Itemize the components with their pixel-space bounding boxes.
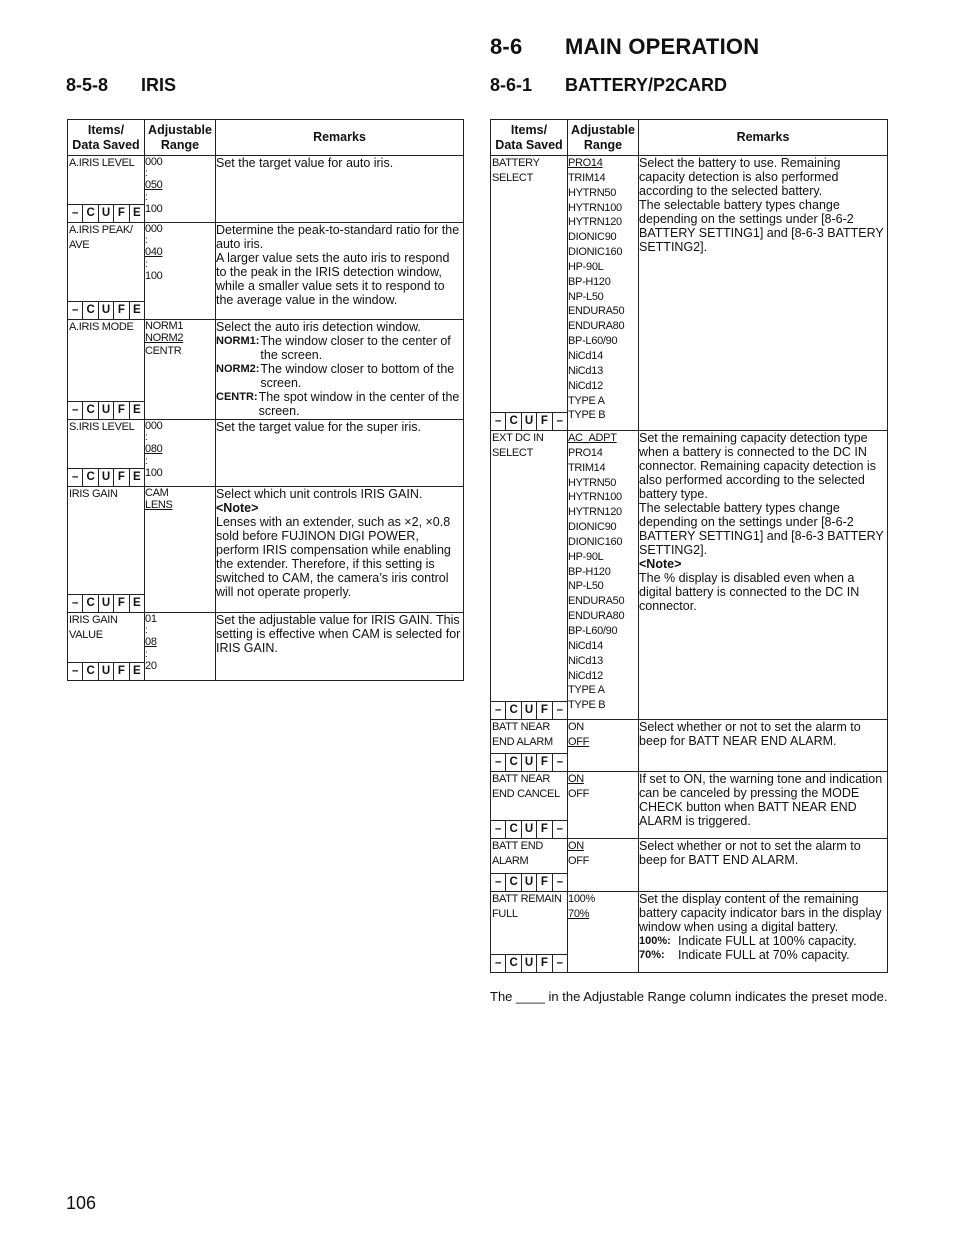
remarks-cell — [216, 320, 464, 420]
item-cell — [491, 431, 568, 720]
range-value: PRO14 — [568, 446, 603, 459]
range-cell — [145, 320, 216, 420]
range-value-preset: 040 — [145, 246, 163, 259]
range-value: 000 — [145, 420, 163, 432]
definition-key: CENTR: — [216, 391, 258, 403]
data-saved-flags — [491, 820, 567, 838]
range-cell — [568, 839, 639, 892]
flag-u: U — [99, 205, 114, 222]
table-row — [68, 223, 464, 320]
item-cell — [68, 156, 145, 223]
remarks-text: Lenses with an extender, such as ×2, ×0.8 sold before FUJINON DIGI POWER, perform IRIS compensation while enabling the extender. Therefore, if this setting is switched to CAM, the camera’s iris control will not operate properly. — [216, 515, 451, 599]
range-value: HYTRN50 — [568, 476, 617, 489]
range-ellipsis: : — [145, 168, 148, 180]
item-name: END CANCEL — [492, 788, 560, 800]
header-line: Adjustable — [148, 122, 212, 137]
definition-key: NORM2: — [216, 363, 260, 375]
flag-u: U — [99, 469, 114, 486]
range-ellipsis: : — [145, 235, 148, 247]
flag-u: U — [522, 955, 537, 972]
header-line: Range — [583, 137, 623, 152]
item-cell — [68, 320, 145, 420]
range-cell — [568, 431, 639, 720]
item-cell — [491, 156, 568, 431]
range-cell — [568, 892, 639, 973]
range-value-preset: AC_ADPT — [568, 432, 617, 444]
flag-c: C — [506, 874, 521, 891]
note-label: <Note> — [216, 501, 259, 515]
range-value: BP-L60/90 — [568, 624, 618, 637]
remarks-cell — [639, 156, 888, 431]
table-row — [68, 156, 464, 223]
column-header-remarks: Remarks — [216, 120, 464, 156]
range-value: BP-H120 — [568, 275, 611, 288]
item-name: BATTERY — [492, 157, 540, 169]
section-title: MAIN OPERATION — [565, 34, 760, 59]
remarks-cell — [216, 420, 464, 487]
definition-key: 100%: — [639, 935, 671, 947]
item-name: BATT END — [492, 840, 543, 852]
item-name: SELECT — [492, 172, 533, 184]
range-value: NP-L50 — [568, 580, 604, 593]
flag-c: C — [83, 469, 98, 486]
table-row — [68, 420, 464, 487]
range-value: HYTRN50 — [568, 186, 617, 199]
flag-f: F — [114, 205, 129, 222]
data-saved-flags — [491, 873, 567, 891]
data-saved-flags — [68, 594, 144, 612]
item-cell — [491, 892, 568, 973]
range-cell — [568, 720, 639, 772]
range-value: TYPE A — [568, 684, 605, 697]
range-value: NiCd14 — [568, 639, 603, 652]
definition-item — [216, 390, 463, 418]
section-heading-battery — [490, 75, 727, 96]
remarks-cell — [216, 613, 464, 681]
range-value: HYTRN120 — [568, 506, 622, 519]
flag-none: – — [556, 415, 564, 427]
range-cell — [145, 223, 216, 320]
range-value: NiCd13 — [568, 364, 603, 377]
remarks-text: The selectable battery types change depending on the settings under [8-6-2 BATTERY SETTING1] and [8-6-3 BATTERY SETTING2]. — [639, 501, 884, 557]
range-value-preset: PRO14 — [568, 157, 603, 169]
flag-c: C — [83, 663, 98, 680]
flag-none: – — [68, 205, 83, 222]
item-name: IRIS GAIN — [69, 614, 118, 626]
column-header-items — [491, 120, 568, 156]
footnote: The ____ in the Adjustable Range column indicates the preset mode. — [490, 989, 888, 1004]
item-name: AVE — [69, 239, 90, 251]
flag-none: – — [68, 469, 83, 486]
flag-c: C — [506, 754, 521, 771]
flag-none: – — [491, 874, 506, 891]
data-saved-flags — [68, 301, 144, 319]
header-line: Data Saved — [72, 137, 140, 152]
flag-u: U — [99, 402, 114, 419]
item-name: SELECT — [492, 447, 533, 459]
range-value: TYPE A — [568, 394, 605, 407]
range-value: 20 — [145, 659, 157, 672]
flag-f: F — [114, 663, 129, 680]
flag-none: – — [556, 756, 564, 768]
item-name: A.IRIS LEVEL — [69, 157, 135, 169]
range-value: DIONIC160 — [568, 535, 623, 548]
table-row — [68, 487, 464, 613]
range-value: TRIM14 — [568, 461, 606, 474]
item-name: FULL — [492, 908, 518, 920]
definition-item — [216, 362, 463, 390]
remarks-text: Set the target value for the super iris. — [216, 420, 421, 434]
flag-e: E — [132, 404, 141, 416]
range-value: HP-90L — [568, 550, 604, 563]
range-cell — [145, 487, 216, 613]
range-cell — [145, 420, 216, 487]
range-value-preset: 080 — [145, 443, 163, 456]
flag-e: E — [132, 304, 141, 316]
item-cell — [68, 420, 145, 487]
flag-u: U — [99, 302, 114, 319]
remarks-text: Set the display content of the remaining battery capacity indicator bars in the display window when using a digital battery. — [639, 892, 882, 934]
item-cell — [68, 223, 145, 320]
range-ellipsis: : — [145, 191, 148, 203]
range-value-preset: OFF — [568, 735, 590, 748]
range-value: NORM1 — [145, 320, 184, 332]
range-value: 01 — [145, 613, 157, 625]
remarks-cell — [216, 487, 464, 613]
table-row — [491, 772, 888, 839]
flag-f: F — [114, 469, 129, 486]
remarks-cell — [639, 839, 888, 892]
range-ellipsis: : — [145, 258, 148, 270]
flag-none: – — [556, 704, 564, 716]
flag-e: E — [132, 207, 141, 219]
range-value: 000 — [145, 156, 163, 168]
remarks-text: Set the target value for auto iris. — [216, 156, 394, 170]
header-line: Items/ — [87, 122, 125, 137]
range-cell — [145, 156, 216, 223]
flag-f: F — [537, 955, 552, 972]
range-value-preset: 70% — [568, 907, 590, 920]
range-value: DIONIC90 — [568, 231, 617, 244]
header-line: Adjustable — [571, 122, 635, 137]
item-name: BATT NEAR — [492, 721, 551, 733]
remarks-cell — [216, 223, 464, 320]
column-header-range — [568, 120, 639, 156]
flag-e: E — [132, 471, 141, 483]
column-header-range — [145, 120, 216, 156]
definition-text: Indicate FULL at 70% capacity. — [678, 948, 850, 962]
data-saved-flags — [68, 204, 144, 222]
item-name: EXT DC IN — [492, 432, 544, 444]
range-value: NiCd12 — [568, 379, 603, 392]
flag-none: – — [68, 302, 83, 319]
data-saved-flags — [491, 412, 567, 430]
range-value: ON — [568, 721, 584, 733]
remarks-text: Set the remaining capacity detection type when a battery is connected to the DC IN connector. Remaining capacity detection is also performed according to the selected battery type. — [639, 431, 876, 501]
remarks-text: Determine the peak-to-standard ratio for the auto iris. — [216, 223, 460, 251]
flag-none: – — [556, 876, 564, 888]
flag-c: C — [83, 205, 98, 222]
range-value: TRIM14 — [568, 171, 606, 184]
flag-none: – — [68, 595, 83, 612]
flag-none: – — [68, 402, 83, 419]
note-label: <Note> — [639, 557, 682, 571]
range-value: NP-L50 — [568, 290, 604, 303]
flag-u: U — [522, 821, 537, 838]
remarks-cell — [639, 892, 888, 973]
range-value-preset: ON — [568, 840, 584, 852]
range-value-preset: LENS — [145, 499, 173, 512]
flag-none: – — [491, 702, 506, 719]
section-title: IRIS — [141, 75, 177, 95]
flag-f: F — [537, 821, 552, 838]
item-cell — [491, 839, 568, 892]
flag-c: C — [506, 821, 521, 838]
flag-none: – — [556, 823, 564, 835]
remarks-cell — [639, 772, 888, 839]
remarks-cell — [639, 720, 888, 772]
data-saved-flags — [68, 468, 144, 486]
range-value-preset: 050 — [145, 179, 163, 192]
flag-u: U — [99, 663, 114, 680]
remarks-text: If set to ON, the warning tone and indication can be canceled by pressing the MODE CHECK button when BATT NEAR END ALARM is triggered. — [639, 772, 883, 828]
item-cell — [491, 720, 568, 772]
range-value: DIONIC160 — [568, 246, 623, 259]
table-row — [68, 613, 464, 681]
remarks-text: The selectable battery types change depending on the settings under [8-6-2 BATTERY SETTING1] and [8-6-3 BATTERY SETTING2]. — [639, 198, 884, 254]
data-saved-flags — [68, 401, 144, 419]
item-cell — [68, 487, 145, 613]
range-value: CENTR — [145, 344, 182, 357]
range-value: 100 — [145, 202, 163, 215]
item-name: END ALARM — [492, 736, 553, 748]
range-ellipsis: : — [145, 625, 148, 637]
remarks-text: Select whether or not to set the alarm to beep for BATT END ALARM. — [639, 839, 861, 867]
table-row — [491, 839, 888, 892]
item-name: ALARM — [492, 855, 529, 867]
range-value: BP-L60/90 — [568, 335, 618, 348]
flag-none: – — [491, 821, 506, 838]
definition-text: The window closer to the center of the screen. — [260, 334, 451, 362]
remarks-text: Select whether or not to set the alarm to beep for BATT NEAR END ALARM. — [639, 720, 861, 748]
data-saved-flags — [491, 753, 567, 771]
flag-u: U — [99, 595, 114, 612]
range-value: TYPE B — [568, 699, 606, 712]
flag-c: C — [83, 402, 98, 419]
flag-e: E — [132, 665, 141, 677]
flag-c: C — [83, 302, 98, 319]
remarks-text: Select which unit controls IRIS GAIN. — [216, 487, 423, 501]
flag-f: F — [114, 302, 129, 319]
item-name: A.IRIS MODE — [69, 321, 134, 333]
remarks-text: Set the adjustable value for IRIS GAIN. This setting is effective when CAM is selected for IRIS GAIN. — [216, 613, 461, 655]
definition-item — [216, 334, 463, 362]
flag-e: E — [132, 597, 141, 609]
range-cell — [568, 156, 639, 431]
item-name: BATT NEAR — [492, 773, 551, 785]
flag-none: – — [68, 663, 83, 680]
flag-none: – — [491, 754, 506, 771]
range-value: OFF — [568, 854, 590, 867]
range-value: NiCd13 — [568, 654, 603, 667]
range-cell — [568, 772, 639, 839]
range-value: BP-H120 — [568, 565, 611, 578]
item-name: VALUE — [69, 629, 103, 641]
range-value-preset: NORM2 — [145, 332, 184, 345]
flag-u: U — [522, 754, 537, 771]
remarks-cell — [639, 431, 888, 720]
definition-text: The window closer to bottom of the screen. — [260, 362, 455, 390]
item-name: IRIS GAIN — [69, 488, 118, 500]
range-value: ENDURA50 — [568, 305, 625, 318]
remarks-cell — [216, 156, 464, 223]
definition-item — [639, 948, 887, 962]
range-value: ENDURA80 — [568, 610, 625, 623]
range-value: TYPE B — [568, 409, 606, 422]
flag-c: C — [506, 702, 521, 719]
data-saved-flags — [491, 954, 567, 972]
range-value: HYTRN100 — [568, 201, 622, 214]
definition-text: Indicate FULL at 100% capacity. — [678, 934, 857, 948]
range-value-preset: 08 — [145, 636, 157, 649]
battery-settings-table — [490, 119, 888, 973]
iris-settings-table — [67, 119, 464, 681]
remarks-text: The % display is disabled even when a digital battery is connected to the DC IN connector. — [639, 571, 860, 613]
definition-text: The spot window in the center of the screen. — [258, 390, 460, 418]
range-value: OFF — [568, 787, 590, 800]
column-header-items — [68, 120, 145, 156]
item-name: S.IRIS LEVEL — [69, 421, 135, 433]
range-value: NiCd14 — [568, 349, 603, 362]
remarks-text: A larger value sets the auto iris to respond to the peak in the IRIS detection window, while a smaller value sets it to respond to the average value in the window. — [216, 251, 450, 307]
section-number: 8-6-1 — [490, 75, 533, 95]
flag-c: C — [506, 955, 521, 972]
range-value: ENDURA50 — [568, 595, 625, 608]
column-header-remarks: Remarks — [639, 120, 888, 156]
flag-f: F — [114, 595, 129, 612]
flag-u: U — [522, 413, 537, 430]
range-value: DIONIC90 — [568, 521, 617, 534]
range-value: 100 — [145, 466, 163, 479]
item-name: BATT REMAIN — [492, 893, 562, 905]
range-value: HYTRN100 — [568, 491, 622, 504]
range-value: NiCd12 — [568, 669, 603, 682]
flag-f: F — [114, 402, 129, 419]
page-number: 106 — [66, 1193, 97, 1213]
table-row — [491, 156, 888, 431]
flag-u: U — [522, 702, 537, 719]
section-heading-main-operation — [490, 34, 759, 60]
table-row — [491, 892, 888, 973]
flag-none: – — [556, 957, 564, 969]
range-cell — [145, 613, 216, 681]
item-cell — [68, 613, 145, 681]
range-value: HP-90L — [568, 260, 604, 273]
range-value: HYTRN120 — [568, 216, 622, 229]
header-line: Range — [160, 137, 200, 152]
table-row — [491, 720, 888, 772]
remarks-text: Select the auto iris detection window. — [216, 320, 421, 334]
data-saved-flags — [68, 662, 144, 680]
range-value: ENDURA80 — [568, 320, 625, 333]
flag-c: C — [83, 595, 98, 612]
range-value: 100 — [145, 269, 163, 282]
header-line: Data Saved — [495, 137, 563, 152]
flag-f: F — [537, 702, 552, 719]
remarks-text: Select the battery to use. Remaining capacity detection is also performed according to the selected battery. — [639, 156, 841, 198]
range-value: 100% — [568, 893, 595, 905]
item-name: A.IRIS PEAK/ — [69, 224, 133, 236]
section-number: 8-5-8 — [66, 75, 109, 95]
range-ellipsis: : — [145, 432, 148, 444]
section-number: 8-6 — [490, 34, 523, 59]
flag-f: F — [537, 754, 552, 771]
table-row — [491, 431, 888, 720]
flag-none: – — [491, 955, 506, 972]
range-value-preset: ON — [568, 773, 584, 785]
header-line: Items/ — [510, 122, 548, 137]
definition-key: 70%: — [639, 949, 665, 961]
table-row — [68, 320, 464, 420]
section-title: BATTERY/P2CARD — [565, 75, 728, 95]
range-ellipsis: : — [145, 648, 148, 660]
range-ellipsis: : — [145, 455, 148, 467]
flag-f: F — [537, 413, 552, 430]
flag-none: – — [491, 413, 506, 430]
flag-u: U — [522, 874, 537, 891]
section-heading-iris — [66, 75, 176, 96]
range-value: 000 — [145, 223, 163, 235]
flag-f: F — [537, 874, 552, 891]
flag-c: C — [506, 413, 521, 430]
data-saved-flags — [491, 701, 567, 719]
item-cell — [491, 772, 568, 839]
range-value: CAM — [145, 487, 169, 499]
definition-key: NORM1: — [216, 335, 260, 347]
definition-item — [639, 934, 887, 948]
